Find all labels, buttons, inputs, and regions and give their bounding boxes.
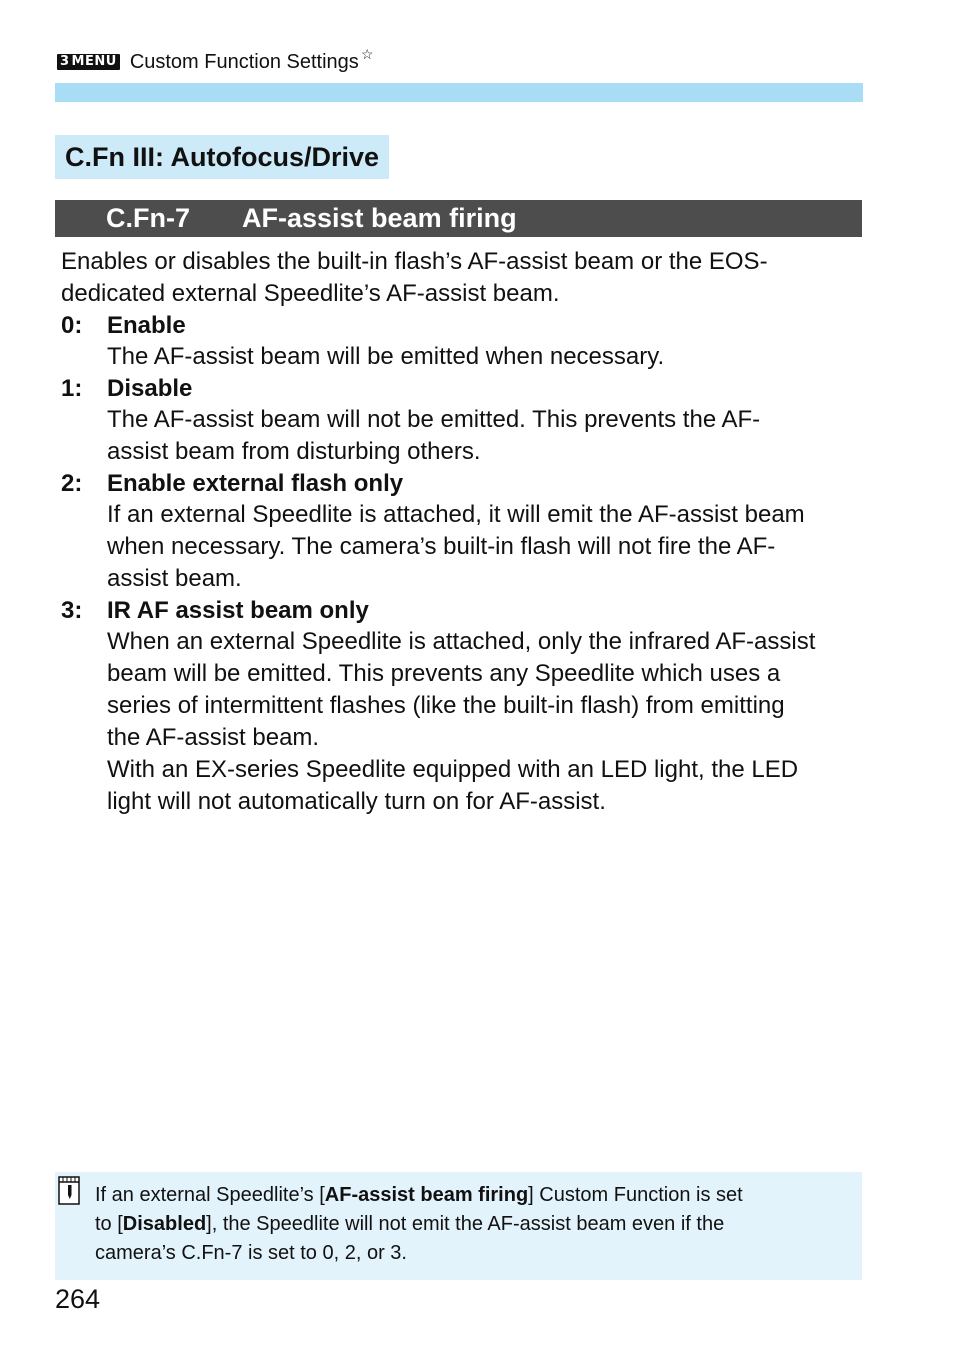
option-number: 1: <box>61 375 83 402</box>
option-number: 0: <box>61 312 83 339</box>
function-id: C.Fn-7 <box>106 203 190 233</box>
option-description: The AF-assist beam will be emitted when necessary. <box>107 343 665 370</box>
page-number: 264 <box>55 1284 101 1314</box>
option-description: When an external Speedlite is attached, only the infrared AF-assist beam will be emitted. This prevents any Speedlite which uses a series of intermittent flashes (like the built-in flash) from emitting the AF-assist beam. With an EX-series Speedlite equipped with an LED light, the LED light will not automatically turn on for AF-assist. <box>107 628 816 815</box>
option-name: Enable <box>107 312 186 339</box>
function-title-bar <box>55 200 862 237</box>
option-number: 3: <box>61 597 83 624</box>
note-pad-icon <box>58 1176 80 1205</box>
header-title: Custom Function Settings <box>129 50 359 73</box>
option-name: Enable external flash only <box>107 470 404 497</box>
option-2 <box>61 468 861 595</box>
option-name: IR AF assist beam only <box>107 597 369 624</box>
note-text: If an external Speedlite’s [AF-assist beam firing] Custom Function is set to [Disabled], the Speedlite will not emit the AF-assist beam even if the camera’s C.Fn-7 is set to 0, 2, or 3. <box>95 1184 743 1264</box>
function-name: AF-assist beam firing <box>242 203 517 233</box>
option-3 <box>61 595 861 818</box>
note-bold-term: AF-assist beam firing <box>324 1184 529 1206</box>
option-description: If an external Speedlite is attached, it will emit the AF-assist beam when necessary. The camera’s built-in flash will not fire the AF- assist beam. <box>107 501 805 592</box>
option-0 <box>61 310 861 373</box>
section-title: C.Fn III: Autofocus/Drive <box>55 135 389 179</box>
menu-tab-icon: 3 MENU <box>57 54 120 70</box>
page-header <box>57 45 374 75</box>
header-divider-bar <box>55 83 863 102</box>
option-description: The AF-assist beam will not be emitted. This prevents the AF- assist beam from disturbing others. <box>107 406 761 465</box>
star-icon: ☆ <box>360 45 374 62</box>
intro-paragraph: Enables or disables the built-in flash’s AF-assist beam or the EOS- dedicated external Speedlite’s AF-assist beam. <box>61 248 768 307</box>
note-bold-term: Disabled <box>122 1213 207 1235</box>
note-box <box>55 1172 862 1280</box>
option-number: 2: <box>61 470 83 497</box>
function-description <box>61 246 861 818</box>
option-1 <box>61 373 861 468</box>
option-name: Disable <box>107 375 193 402</box>
